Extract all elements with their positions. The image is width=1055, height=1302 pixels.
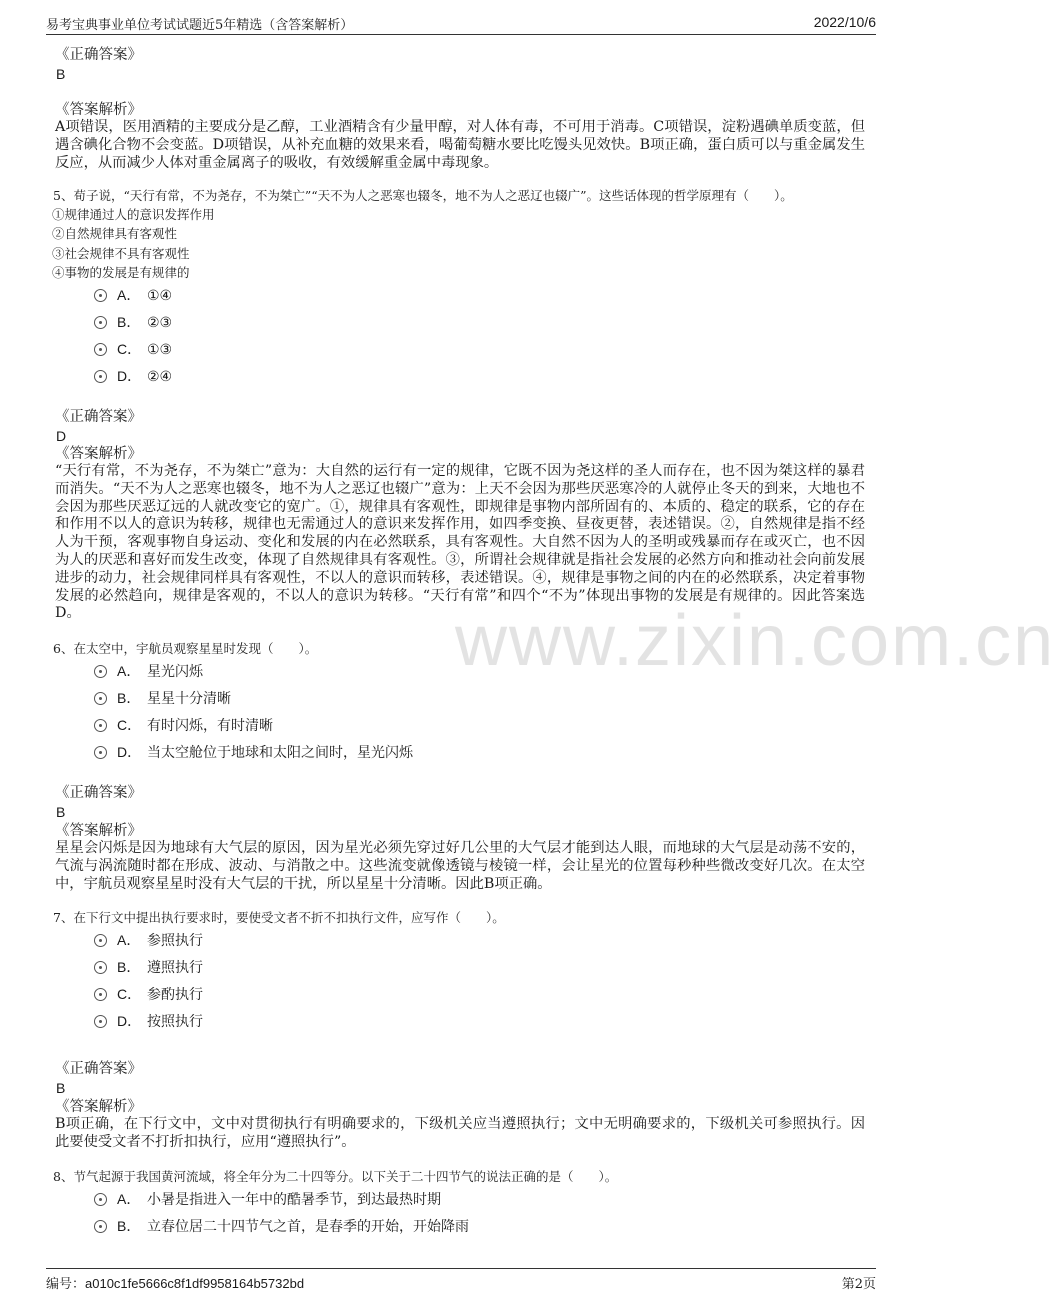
q6-answer: B xyxy=(56,804,66,820)
radio-icon[interactable] xyxy=(94,289,107,302)
q7-option-d[interactable]: D． 按照执行 xyxy=(94,1011,203,1031)
watermark: www.zixin.com.cn xyxy=(455,601,1055,681)
q6-option-d[interactable]: D． 当太空舱位于地球和太阳之间时，星光闪烁 xyxy=(94,742,413,762)
q5-statement: ①规律通过人的意识发挥作用 xyxy=(52,207,215,222)
q6-option-c[interactable]: C． 有时闪烁，有时清晰 xyxy=(94,715,273,735)
radio-icon[interactable] xyxy=(94,988,107,1001)
q5-statement: ④事物的发展是有规律的 xyxy=(52,265,190,280)
q6-question: 6、在太空中，宇航员观察星星时发现（ ）。 xyxy=(53,641,318,656)
q7-option-a[interactable]: A． 参照执行 xyxy=(94,930,203,950)
analysis-label: 《答案解析》 xyxy=(55,446,142,462)
radio-icon[interactable] xyxy=(94,719,107,732)
q7-explanation: B项正确，在下行文中，文中对贯彻执行有明确要求的，下级机关应当遵照执行；文中无明确要求的，下级机关可参照执行。因此要使受文者不打折扣执行，应用“遵照执行”。 xyxy=(55,1116,865,1150)
analysis-label: 《答案解析》 xyxy=(55,1099,142,1115)
q6-option-a[interactable]: A． 星光闪烁 xyxy=(94,661,203,681)
q7-question: 7、在下行文中提出执行要求时，要使受文者不折不扣执行文件，应写作（ ）。 xyxy=(53,910,505,925)
radio-icon[interactable] xyxy=(94,1193,107,1206)
radio-icon[interactable] xyxy=(94,1015,107,1028)
analysis-label: 《答案解析》 xyxy=(55,102,142,118)
q6-explanation: 星星会闪烁是因为地球有大气层的原因，因为星光必须先穿过好几公里的大气层才能到达人眼，而地球的大气层是动荡不安的，气流与涡流随时都在形成、波动、与消散之中。这些流变就像透镜与棱镜一样，会让星光的位置每秒种些微改变好几次。在太空中，宇航员观察星星时没有大气层的干扰，所以星星十分清晰。因此B项正确。 xyxy=(55,840,865,892)
radio-icon[interactable] xyxy=(94,1220,107,1233)
q5-answer: D xyxy=(56,428,67,444)
q7-answer: B xyxy=(56,1080,66,1096)
correct-answer-label: 《正确答案》 xyxy=(55,47,142,63)
radio-icon[interactable] xyxy=(94,692,107,705)
document-date: 2022/10/6 xyxy=(813,14,876,30)
document-code: 编号：a010c1fe5666c8f1df9958164b5732bd xyxy=(46,1276,305,1292)
q5-question: 5、荀子说，“天行有常，不为尧存，不为桀亡”“天不为人之恶寒也辍冬，地不为人之恶辽也辍广”。这些话体现的哲学原理有（ ）。 xyxy=(53,188,793,203)
q7-option-c[interactable]: C． 参酌执行 xyxy=(94,984,203,1004)
radio-icon[interactable] xyxy=(94,343,107,356)
q6-option-b[interactable]: B． 星星十分清晰 xyxy=(94,688,231,708)
q5-option-d[interactable]: D． ②④ xyxy=(94,366,172,386)
document-title: 易考宝典事业单位考试试题近5年精选（含答案解析） xyxy=(46,18,354,33)
page-number: 第2页 xyxy=(841,1277,876,1292)
analysis-label: 《答案解析》 xyxy=(55,823,142,839)
q4-answer: B xyxy=(56,66,66,82)
q8-question: 8、节气起源于我国黄河流域，将全年分为二十四等分。以下关于二十四节气的说法正确的是（ ）。 xyxy=(53,1169,618,1184)
radio-icon[interactable] xyxy=(94,665,107,678)
radio-icon[interactable] xyxy=(94,746,107,759)
q5-statement: ②自然规律具有客观性 xyxy=(52,226,178,241)
q5-option-b[interactable]: B． ②③ xyxy=(94,312,172,332)
q8-option-b[interactable]: B． 立春位居二十四节气之首，是春季的开始，开始降雨 xyxy=(94,1216,469,1236)
q8-option-a[interactable]: A． 小暑是指进入一年中的酷暑季节，到达最热时期 xyxy=(94,1189,441,1209)
q5-option-c[interactable]: C． ①③ xyxy=(94,339,172,359)
correct-answer-label: 《正确答案》 xyxy=(55,409,142,425)
radio-icon[interactable] xyxy=(94,961,107,974)
correct-answer-label: 《正确答案》 xyxy=(55,1061,142,1077)
correct-answer-label: 《正确答案》 xyxy=(55,785,142,801)
radio-icon[interactable] xyxy=(94,934,107,947)
q7-option-b[interactable]: B． 遵照执行 xyxy=(94,957,203,977)
q4-explanation: A项错误，医用酒精的主要成分是乙醇，工业酒精含有少量甲醇，对人体有毒，不可用于消毒。C项错误，淀粉遇碘单质变蓝，但遇含碘化合物不会变蓝。D项错误，从补充血糖的效果来看，喝葡萄糖水要比吃馒头见效快。B项正确，蛋白质可以与重金属发生反应，从而减少人体对重金属离子的吸收，有效缓解重金属中毒现象。 xyxy=(55,119,865,171)
q5-statement: ③社会规律不具有客观性 xyxy=(52,246,190,261)
radio-icon[interactable] xyxy=(94,316,107,329)
q5-option-a[interactable]: A． ①④ xyxy=(94,285,172,305)
radio-icon[interactable] xyxy=(94,370,107,383)
q5-explanation: “天行有常，不为尧存，不为桀亡”意为：大自然的运行有一定的规律，它既不因为尧这样的圣人而存在，也不因为桀这样的暴君而消失。“天不为人之恶寒也辍冬，地不为人之恶辽也辍广”意为：上天不会因为那些厌恶寒冷的人就停止冬天的到来，大地也不会因为那些厌恶辽远的人就改变它的宽广。①，规律具有客观性，即规律是事物内部所固有的、本质的、稳定的联系，它的存在和作用不以人的意识为转移，规律也无需通过人的意识来发挥作用，如四季变换、昼夜更替，表述错误。②，自然规律是指不经人为干预，客观事物自身运动、变化和发展的内在必然联系，具有客观性。大自然不因为人的圣明或残暴而存在或灭亡，也不因为人的厌恶和喜好而发生改变，体现了自然规律具有客观性。③，所谓社会规律就是指社会发展的必然方向和推动社会向前发展进步的动力，社会规律同样具有客观性，不以人的意识而转移，表述错误。④，规律是事物之间的内在的必然联系，决定着事物发展的必然趋向，规律是客观的，不以人的意识为转移。“天行有常”和四个“不为”体现出事物的发展是有规律的。因此答案选D。 xyxy=(55,463,865,622)
page-footer xyxy=(46,1268,876,1293)
